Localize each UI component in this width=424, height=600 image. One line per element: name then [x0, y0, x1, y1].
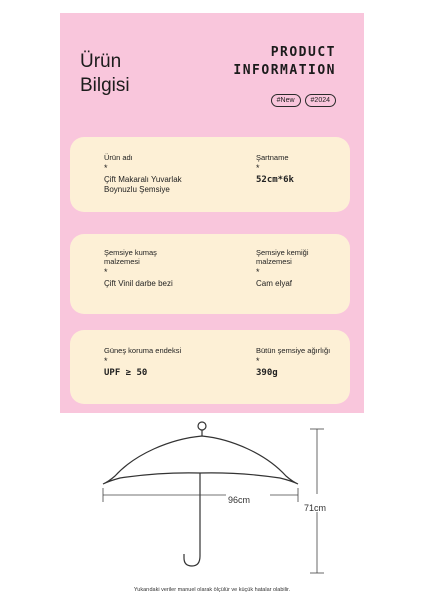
footnote: Yukarıdaki veriler manuel olarak ölçülür ve küçük hatalar olabilir. — [133, 587, 291, 593]
umbrella-top-ring — [198, 422, 206, 430]
title-english-line1: PRODUCT — [270, 45, 336, 60]
width-label: 96cm — [228, 495, 251, 505]
field-value: Çift Vinil darbe bezi — [104, 279, 173, 288]
star-marker: * — [256, 163, 260, 173]
height-dimension — [310, 429, 324, 573]
field-label: Ürün adı — [104, 153, 133, 162]
star-marker: * — [104, 163, 108, 173]
title-english — [233, 44, 336, 80]
umbrella-handle — [184, 544, 200, 566]
field-value: 390g — [256, 368, 278, 378]
field-label — [256, 248, 309, 266]
field-value: Cam elyaf — [256, 279, 293, 288]
field-label-line1: Şemsiye kemiği — [256, 248, 309, 257]
height-label: 71cm — [304, 503, 327, 513]
title-english-line2: INFORMATION — [233, 63, 336, 78]
field-value-line2: Boynuzlu Şemsiye — [104, 185, 170, 194]
field-label-line1: Şemsiye kumaş — [104, 248, 157, 257]
tag-year: #2024 — [305, 94, 336, 107]
field-label-line2: malzemesi — [256, 257, 292, 266]
field-value: UPF ≥ 50 — [104, 368, 148, 378]
field-label: Güneş koruma endeksi — [104, 346, 182, 355]
umbrella-diagram — [0, 420, 424, 580]
star-marker: * — [256, 267, 260, 277]
star-marker: * — [104, 267, 108, 277]
field-label: Bütün şemsiye ağırlığı — [256, 346, 331, 355]
umbrella-drawing — [103, 422, 298, 566]
field-value — [104, 175, 182, 195]
field-frame-material — [256, 248, 309, 289]
field-value: 52cm*6k — [256, 175, 294, 185]
field-uv-index — [104, 346, 181, 378]
field-label — [104, 248, 173, 266]
title-turkish-line2: Bilgisi — [80, 75, 130, 96]
field-fabric-material — [104, 248, 173, 289]
title-turkish-line1: Ürün — [80, 51, 122, 72]
star-marker: * — [104, 356, 108, 366]
field-specification — [256, 153, 294, 185]
field-product-name — [104, 153, 182, 195]
title-turkish — [80, 50, 130, 98]
field-label-line2: malzemesi — [104, 257, 140, 266]
field-value-line1: Çift Makaralı Yuvarlak — [104, 175, 182, 184]
field-weight — [256, 346, 330, 378]
field-label: Şartname — [256, 153, 289, 162]
tag-new: #New — [271, 94, 301, 107]
tag-group — [271, 94, 336, 107]
star-marker: * — [256, 356, 260, 366]
